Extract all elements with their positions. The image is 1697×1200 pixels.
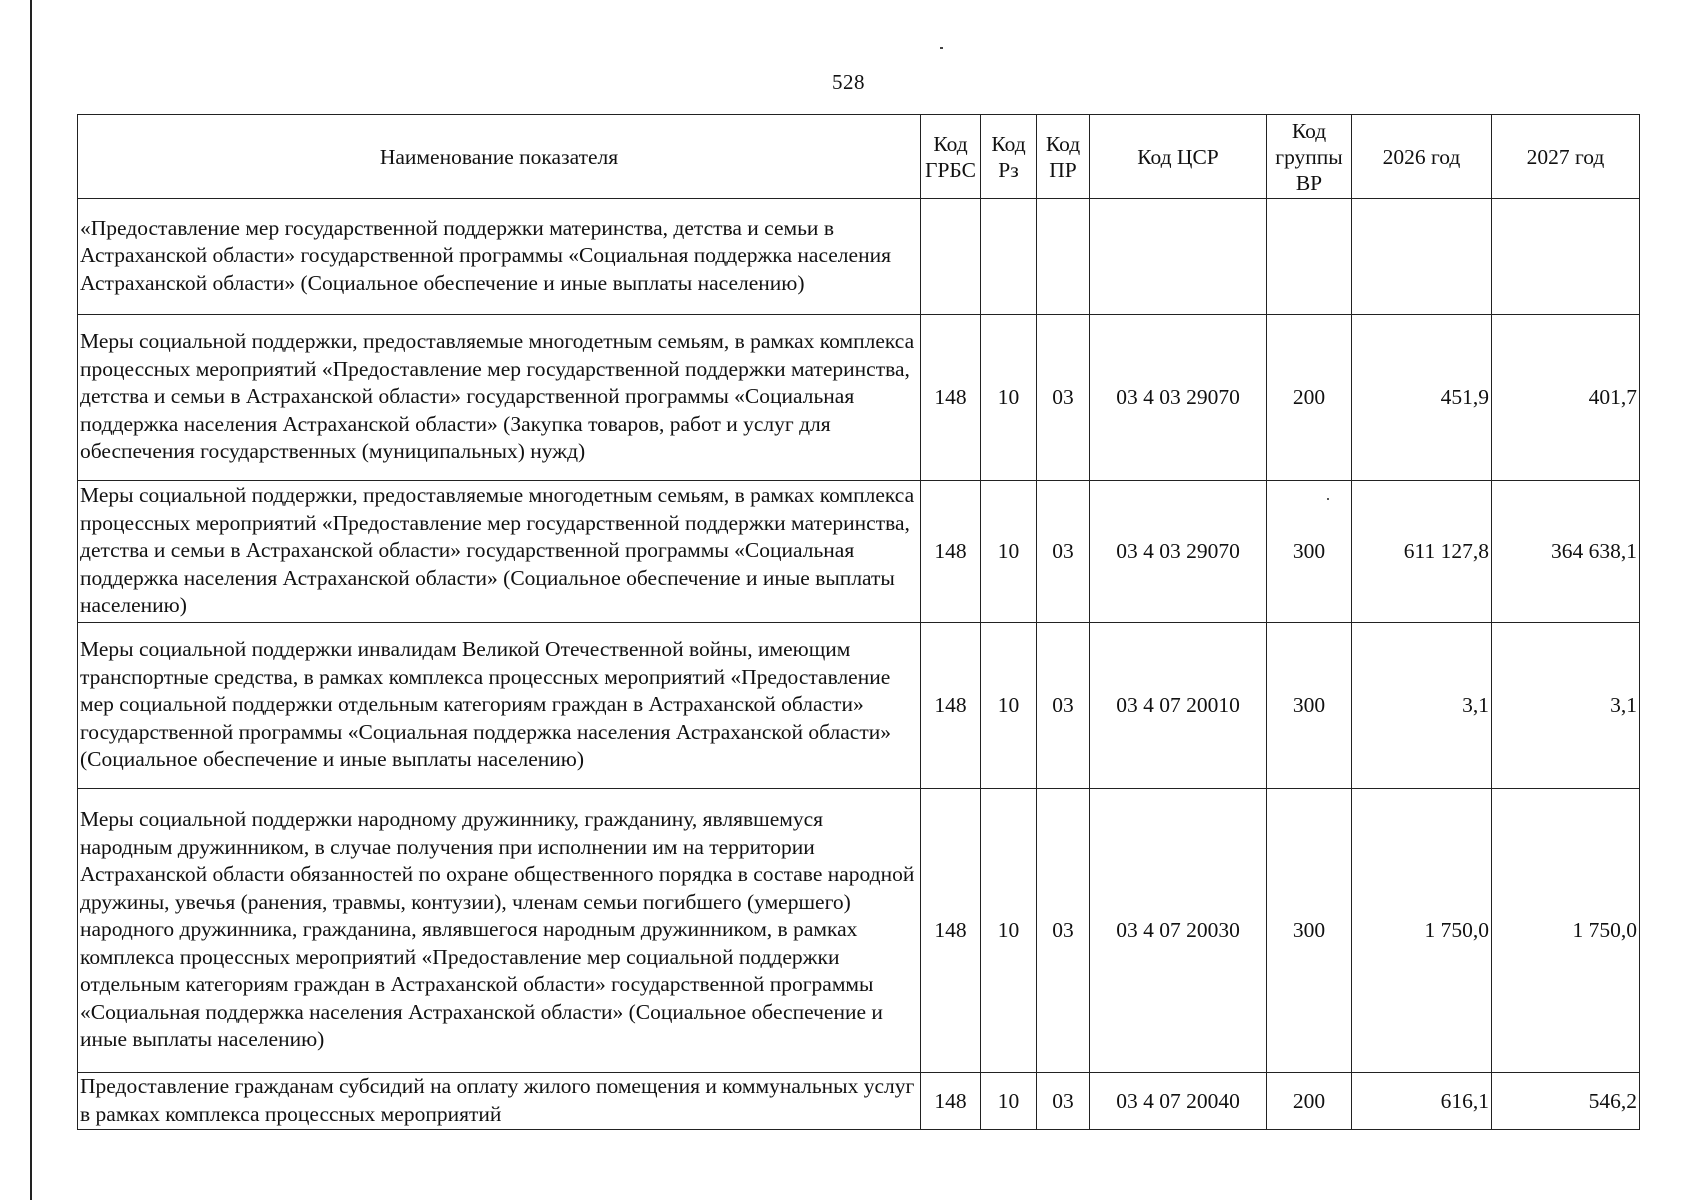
- cell-rz: 10: [981, 623, 1037, 789]
- cell-name: Меры социальной поддержки инвалидам Великой Отечественной войны, имеющим транспортные средства, в рамках комплекса процессных мероприятий «Предоставление мер социальной поддержки отдельным категориям граждан в Астраханской области» государственной программы «Социальная поддержка населения Астраханской области» (Социальное обеспечение и иные выплаты населению): [78, 623, 921, 789]
- cell-name: Меры социальной поддержки, предоставляемые многодетным семьям, в рамках комплекса процессных мероприятий «Предоставление мер государственной поддержки материнства, детства и семьи в Астраханской области» государственной программы «Социальная поддержка населения Астраханской области» (Закупка товаров, работ и услуг для обеспечения государственных (муниципальных) нужд): [78, 315, 921, 481]
- cell-vr: 300: [1267, 623, 1352, 789]
- cell-name: Меры социальной поддержки народному дружиннику, гражданину, являвшемуся народным дружинником, в случае получения при исполнении им на территории Астраханской области обязанностей по охране общественного порядка в составе народной дружины, увечья (ранения, травмы, контузии), членам семьи погибшего (умершего) народного дружинника, гражданина, являвшегося народным дружинником, в рамках комплекса процессных мероприятий «Предоставление мер социальной поддержки отдельным категориям граждан в Астраханской области» государственной программы «Социальная поддержка населения Астраханской области» (Социальное обеспечение и иные выплаты населению): [78, 789, 921, 1073]
- cell-csr: 03 4 03 29070: [1090, 315, 1267, 481]
- cell-vr: 200: [1267, 1073, 1352, 1130]
- cell-csr: 03 4 03 29070: [1090, 481, 1267, 623]
- cell-name: Предоставление гражданам субсидий на оплату жилого помещения и коммунальных услуг в рамках комплекса процессных мероприятий: [78, 1073, 921, 1130]
- cell-csr: 03 4 07 20040: [1090, 1073, 1267, 1130]
- cell-2027: [1492, 199, 1640, 315]
- cell-2027: 401,7: [1492, 315, 1640, 481]
- table-row: [78, 789, 1640, 1073]
- cell-rz: 10: [981, 1073, 1037, 1130]
- cell-2026: 3,1: [1352, 623, 1492, 789]
- cell-2026: 451,9: [1352, 315, 1492, 481]
- scan-dot: [940, 47, 943, 49]
- table-row: [78, 481, 1640, 623]
- cell-2027: 1 750,0: [1492, 789, 1640, 1073]
- cell-pr: 03: [1037, 1073, 1090, 1130]
- cell-rz: 10: [981, 315, 1037, 481]
- header-vr: Код группы ВР: [1267, 115, 1352, 199]
- cell-pr: [1037, 199, 1090, 315]
- cell-pr: 03: [1037, 789, 1090, 1073]
- cell-2026: 1 750,0: [1352, 789, 1492, 1073]
- cell-pr: 03: [1037, 315, 1090, 481]
- cell-vr: 300: [1267, 481, 1352, 623]
- table-row: [78, 623, 1640, 789]
- cell-rz: 10: [981, 789, 1037, 1073]
- cell-2027: 546,2: [1492, 1073, 1640, 1130]
- cell-2027: 364 638,1: [1492, 481, 1640, 623]
- cell-rz: [981, 199, 1037, 315]
- cell-2026: 616,1: [1352, 1073, 1492, 1130]
- table-row: [78, 199, 1640, 315]
- cell-grbs: 148: [921, 789, 981, 1073]
- left-margin-line: [30, 0, 32, 1200]
- cell-vr: 300: [1267, 789, 1352, 1073]
- cell-vr: 200: [1267, 315, 1352, 481]
- cell-pr: 03: [1037, 623, 1090, 789]
- header-pr: Код ПР: [1037, 115, 1090, 199]
- cell-grbs: 148: [921, 623, 981, 789]
- cell-csr: 03 4 07 20010: [1090, 623, 1267, 789]
- header-csr: Код ЦСР: [1090, 115, 1267, 199]
- table-row: [78, 1073, 1640, 1130]
- cell-rz: 10: [981, 481, 1037, 623]
- cell-2027: 3,1: [1492, 623, 1640, 789]
- header-2026: 2026 год: [1352, 115, 1492, 199]
- budget-table: [77, 114, 1640, 1130]
- cell-grbs: 148: [921, 481, 981, 623]
- cell-2026: [1352, 199, 1492, 315]
- table-row: [78, 315, 1640, 481]
- header-grbs: Код ГРБС: [921, 115, 981, 199]
- cell-name: «Предоставление мер государственной поддержки материнства, детства и семьи в Астраханской области» государственной программы «Социальная поддержка населения Астраханской области» (Социальное обеспечение и иные выплаты населению): [78, 199, 921, 315]
- cell-csr: 03 4 07 20030: [1090, 789, 1267, 1073]
- cell-grbs: [921, 199, 981, 315]
- cell-pr: 03: [1037, 481, 1090, 623]
- header-rz: Код Рз: [981, 115, 1037, 199]
- cell-grbs: 148: [921, 1073, 981, 1130]
- header-2027: 2027 год: [1492, 115, 1640, 199]
- table-header-row: [78, 115, 1640, 199]
- header-name: Наименование показателя: [78, 115, 921, 199]
- cell-name: Меры социальной поддержки, предоставляемые многодетным семьям, в рамках комплекса процессных мероприятий «Предоставление мер государственной поддержки материнства, детства и семьи в Астраханской области» государственной программы «Социальная поддержка населения Астраханской области» (Социальное обеспечение и иные выплаты населению): [78, 481, 921, 623]
- cell-vr: [1267, 199, 1352, 315]
- cell-csr: [1090, 199, 1267, 315]
- page-number: 528: [832, 70, 865, 94]
- cell-2026: 611 127,8: [1352, 481, 1492, 623]
- cell-grbs: 148: [921, 315, 981, 481]
